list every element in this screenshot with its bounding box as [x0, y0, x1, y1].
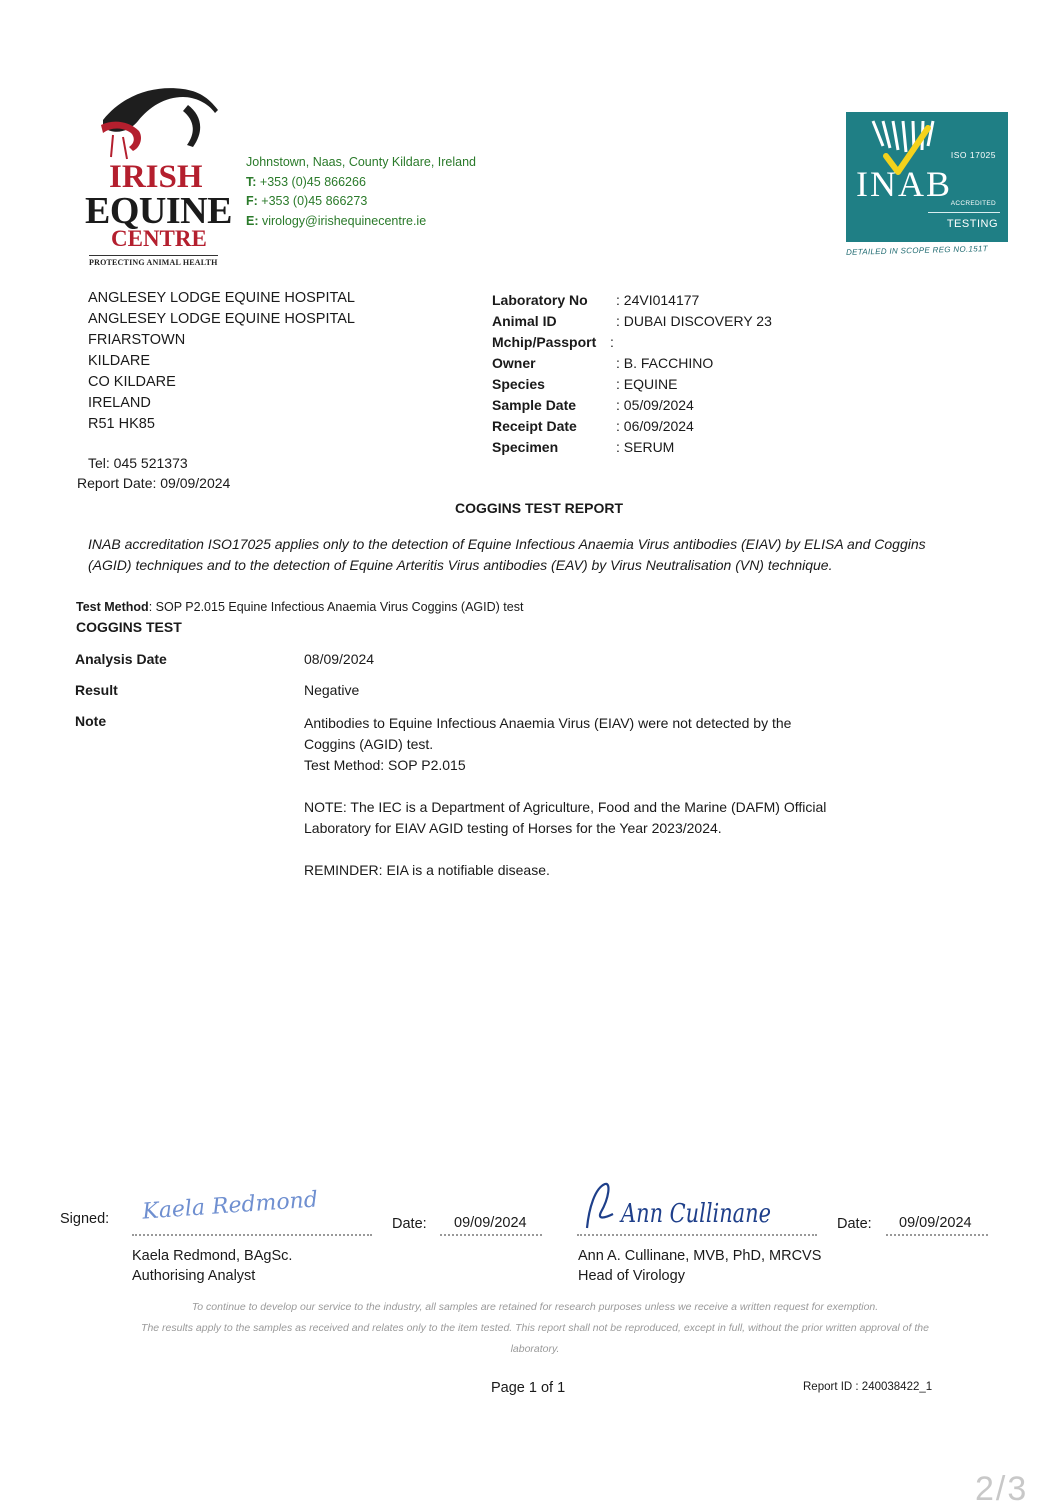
- inab-accredited: ACCREDITED: [950, 200, 996, 207]
- sample-row: [492, 395, 772, 416]
- irish-equine-centre-logo: [83, 75, 233, 270]
- coggins-section-title: COGGINS TEST: [76, 619, 182, 635]
- signature-date-1: 09/09/2024: [454, 1215, 527, 1231]
- logo-tagline: PROTECTING ANIMAL HEALTH: [89, 255, 218, 267]
- sample-label: Species: [492, 376, 545, 392]
- sample-info: [492, 290, 772, 458]
- email-label: E:: [246, 213, 259, 228]
- viewer-page-indicator: 2/3: [975, 1470, 1029, 1508]
- sample-value: : 06/09/2024: [616, 418, 694, 434]
- date-line-1: [440, 1234, 542, 1236]
- date-label-2: Date:: [837, 1216, 872, 1232]
- sample-label: Receipt Date: [492, 418, 577, 434]
- note-label: Note: [75, 713, 107, 729]
- sample-row: [492, 353, 772, 374]
- lab-contact-block: [246, 153, 476, 231]
- address-line: KILDARE: [88, 353, 151, 369]
- sample-row: [492, 374, 772, 395]
- signature-kaela-redmond: [138, 1180, 338, 1224]
- result-label: Result: [75, 682, 118, 698]
- signature-line-2: [577, 1234, 817, 1236]
- sample-value: :: [610, 334, 614, 350]
- sample-label: Sample Date: [492, 397, 577, 413]
- address-line: ANGLESEY LODGE EQUINE HOSPITAL: [88, 290, 355, 306]
- note-paragraph-2: NOTE: The IEC is a Department of Agriculture, Food and the Marine (DAFM) Official Laboratory for EIAV AGID testing of Horses for the Year 2023/2024.: [304, 799, 827, 836]
- signatory-2-role: Head of Virology: [578, 1268, 685, 1284]
- signature-date-2: 09/09/2024: [899, 1215, 972, 1231]
- disclaimer-line-1: To continue to develop our service to the industry, all samples are retained for research purposes unless we receive a written request for exemption.: [191, 1301, 879, 1313]
- report-id: Report ID : 240038422_1: [803, 1381, 933, 1393]
- horse-icon: [83, 75, 233, 165]
- inab-iso-label: ISO 17025: [950, 150, 996, 160]
- note-paragraph-3: REMINDER: EIA is a notifiable disease.: [304, 862, 550, 878]
- sample-row: [492, 437, 772, 458]
- test-method-label: Test Method: [76, 600, 149, 614]
- logo-equine: EQUINE: [85, 190, 232, 232]
- signatory-1-name: Kaela Redmond, BAgSc.: [132, 1248, 293, 1264]
- note-method: Test Method: SOP P2.015: [304, 757, 466, 773]
- sample-value: : SERUM: [616, 439, 675, 455]
- result-value: Negative: [304, 682, 360, 698]
- address-line: FRIARSTOWN: [88, 332, 186, 348]
- inab-accreditation-badge: [846, 112, 1008, 262]
- sample-label: Owner: [492, 355, 536, 371]
- disclaimer-line-2: The results apply to the samples as received and relates only to the item tested. This report shall not be reproduced, except in full, without the prior written approval of the laboratory.: [141, 1322, 929, 1355]
- date-label-1: Date:: [392, 1216, 427, 1232]
- logo-centre: CENTRE: [111, 226, 207, 251]
- signature-script: Ann Cullinane: [619, 1199, 771, 1229]
- sample-value: : 05/09/2024: [616, 397, 694, 413]
- fax-label: F:: [246, 194, 258, 208]
- sample-row: [492, 332, 772, 353]
- logo-irish: IRISH: [109, 159, 203, 195]
- lab-phone: +353 (0)45 866266: [259, 174, 366, 189]
- analysis-date-value: 08/09/2024: [304, 651, 375, 667]
- page-number: Page 1 of 1: [491, 1380, 566, 1396]
- address-line: IRELAND: [88, 395, 151, 411]
- tel-label: T:: [246, 174, 257, 189]
- sample-value: : DUBAI DISCOVERY 23: [616, 313, 772, 329]
- sample-row: [492, 311, 772, 332]
- disclaimer: [110, 1297, 960, 1360]
- signature-line-1: [132, 1234, 372, 1236]
- inab-testing: TESTING: [946, 218, 998, 230]
- inab-word: INAB: [856, 164, 952, 204]
- sample-value: : B. FACCHINO: [616, 355, 714, 371]
- sample-row: [492, 416, 772, 437]
- lab-fax: +353 (0)45 866273: [261, 194, 368, 208]
- signed-label: Signed:: [60, 1211, 110, 1227]
- sample-value: : EQUINE: [616, 376, 678, 392]
- signatory-2: [578, 1246, 821, 1286]
- lab-address: Johnstown, Naas, County Kildare, Ireland: [246, 155, 476, 169]
- report-date: Report Date: 09/09/2024: [77, 475, 231, 491]
- sample-row: [492, 290, 772, 311]
- test-method-value: : SOP P2.015 Equine Infectious Anaemia Virus Coggins (AGID) test: [148, 600, 524, 614]
- sample-label: Specimen: [492, 439, 559, 455]
- report-title: COGGINS TEST REPORT: [454, 500, 623, 516]
- signatory-1: [132, 1246, 292, 1286]
- lab-email[interactable]: virology@irishequinecentre.ie: [261, 213, 427, 228]
- date-line-2: [886, 1234, 988, 1236]
- inab-divider: [928, 212, 1000, 213]
- sample-label: Mchip/Passport: [492, 334, 597, 350]
- signatory-2-name: Ann A. Cullinane, MVB, PhD, MRCVS: [578, 1248, 822, 1264]
- sample-value: : 24VI014177: [616, 292, 700, 308]
- address-line: ANGLESEY LODGE EQUINE HOSPITAL: [88, 311, 355, 327]
- signatory-1-role: Authorising Analyst: [132, 1268, 256, 1284]
- sample-label: Animal ID: [492, 313, 557, 329]
- note-paragraph-1: Antibodies to Equine Infectious Anaemia Virus (EIAV) were not detected by the Coggins (AGID) test.: [304, 715, 792, 752]
- inab-scope: DETAILED IN SCOPE REG NO.151T: [845, 244, 989, 257]
- recipient-address: [88, 288, 355, 435]
- note-text: [304, 713, 844, 902]
- sample-label: Laboratory No: [492, 292, 588, 308]
- signature-script: Kaela Redmond: [141, 1187, 319, 1225]
- test-method: [76, 600, 523, 614]
- address-line: CO KILDARE: [88, 374, 176, 390]
- address-line: R51 HK85: [88, 416, 155, 432]
- inab-accreditation-note: INAB accreditation ISO17025 applies only to the detection of Equine Infectious Anaemia Virus antibodies (EIAV) by ELISA and Coggins (AGID) techniques and to the detection of Equine Arteritis Virus antibodies (EAV) by Virus Neutralisation (VN) technique.: [88, 536, 926, 573]
- signature-ann-cullinane: [575, 1178, 785, 1234]
- recipient-tel: Tel: 045 521373: [88, 455, 188, 471]
- analysis-date-label: Analysis Date: [75, 651, 167, 667]
